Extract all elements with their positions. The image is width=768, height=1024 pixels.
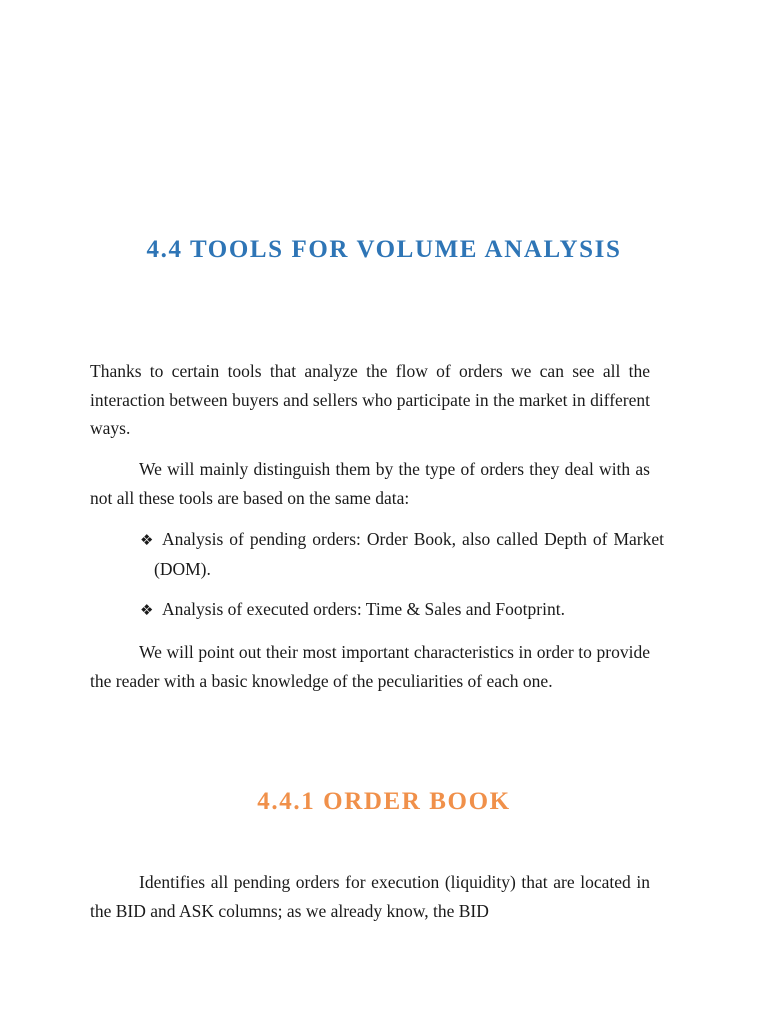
list-item <box>140 595 664 625</box>
list-item-text: Analysis of pending orders: Order Book, also called Depth of Market (DOM). <box>154 529 664 579</box>
section-title: 4.4 TOOLS FOR VOLUME ANALYSIS <box>146 236 622 263</box>
characteristics-paragraph: We will point out their most important characteristics in order to provide the reader with a basic knowledge of the peculiarities of each one. <box>90 642 650 691</box>
subsection-title: 4.4.1 ORDER BOOK <box>257 788 511 815</box>
list-item-text: Analysis of executed orders: Time & Sales and Footprint. <box>162 599 565 619</box>
order-book-paragraph: Identifies all pending orders for execution (liquidity) that are located in the BID and ASK columns; as we already know, the BID <box>90 872 650 921</box>
list-item <box>140 525 664 583</box>
diamond-bullet-icon: ❖ <box>140 531 154 549</box>
diamond-bullet-icon: ❖ <box>140 601 154 619</box>
intro-paragraph: Thanks to certain tools that analyze the flow of orders we can see all the interaction between buyers and sellers who participate in the market in different ways. <box>90 361 650 438</box>
distinction-paragraph: We will mainly distinguish them by the type of orders they deal with as not all these tools are based on the same data: <box>90 459 650 508</box>
